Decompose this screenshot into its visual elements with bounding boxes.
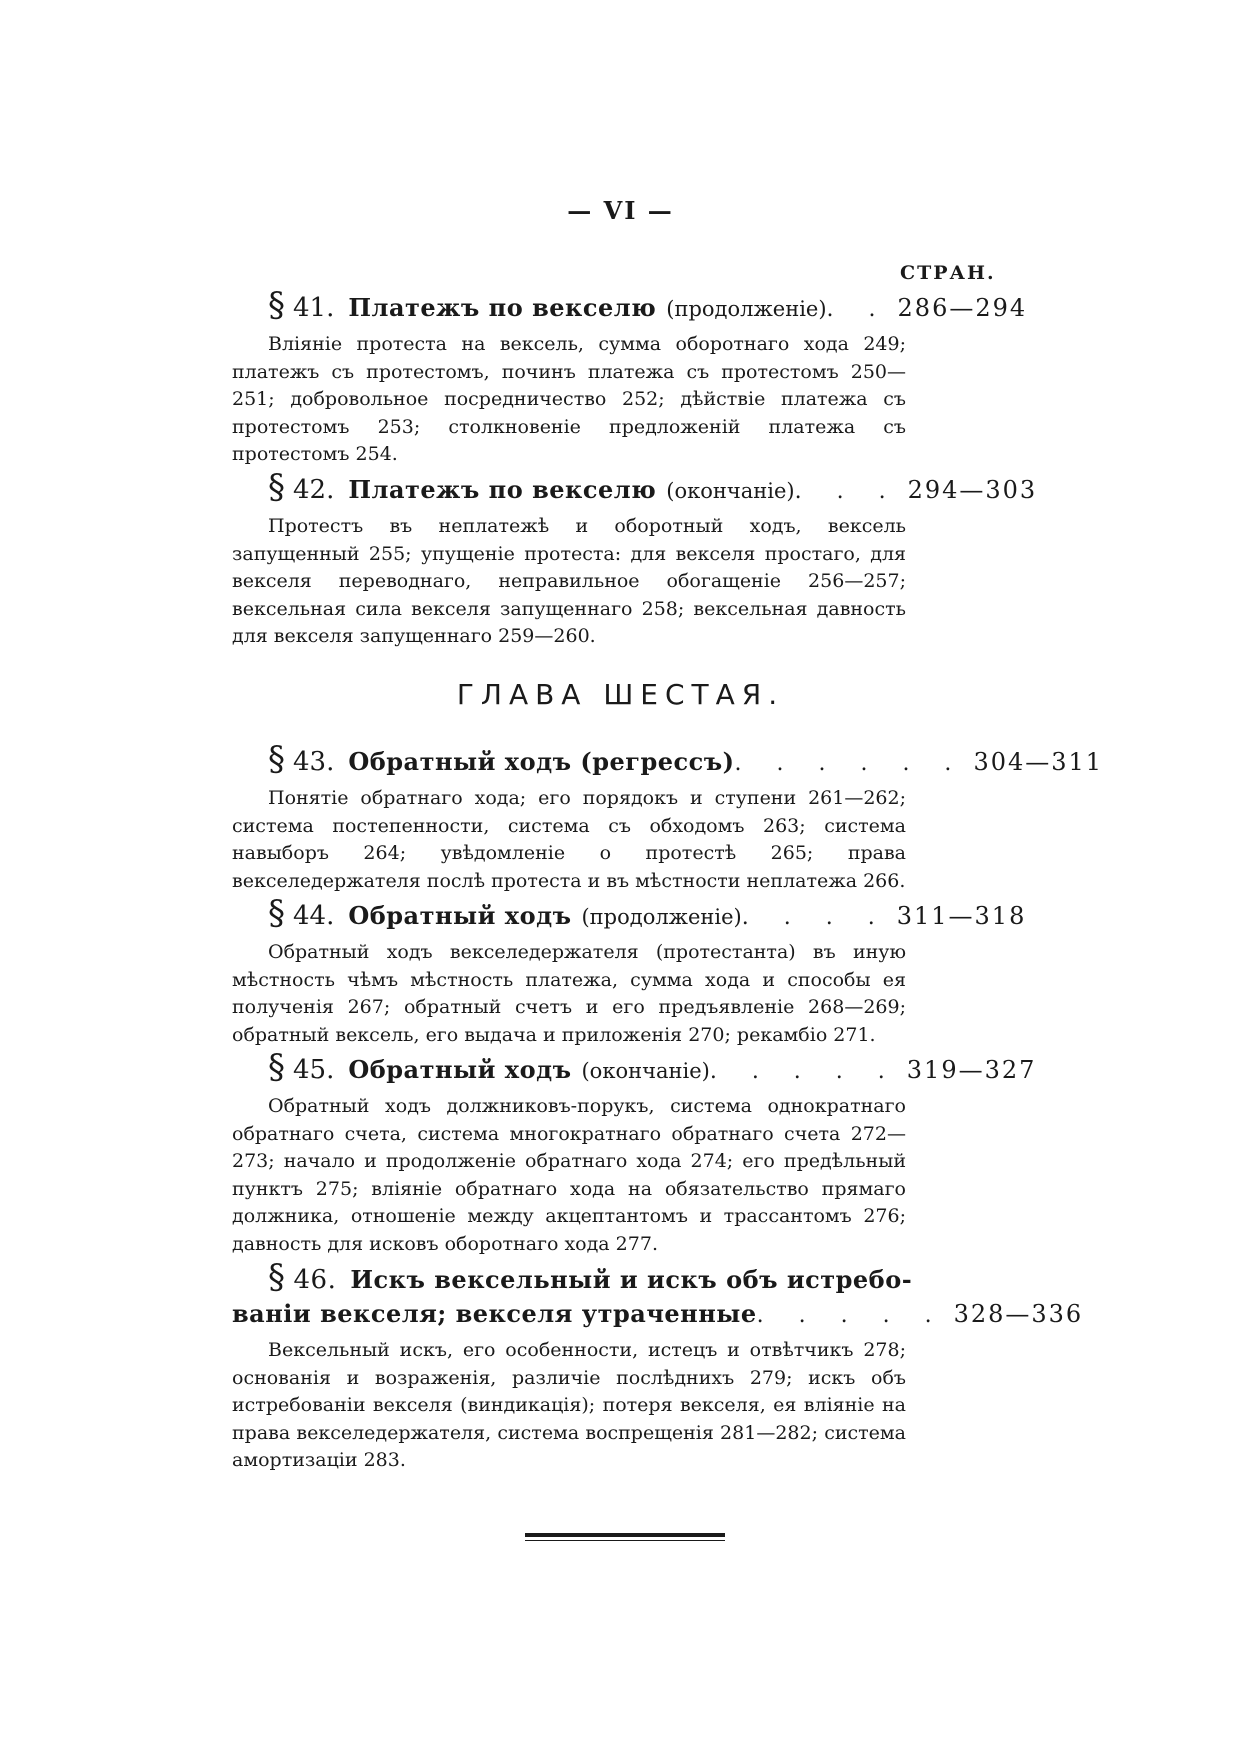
entry-description (232, 1093, 906, 1258)
leader-dots: . . . . . (709, 1059, 899, 1084)
section-number: 46. (293, 1265, 337, 1295)
pages-column-label: СТРАН. (900, 262, 996, 284)
page-range: 311—318 (896, 902, 1027, 930)
entry-heading-line1 (232, 1257, 1018, 1297)
section-sign: § (268, 467, 285, 507)
section-number: 45. (293, 1055, 335, 1085)
section-number: 41. (293, 293, 335, 323)
section-number: 43. (293, 747, 335, 777)
section-subtitle: (продолженіе) (581, 905, 742, 929)
entry-description-text: Обратный ходъ векселедержателя (протестанта) въ иную мѣстность чѣмъ мѣстность платежа, сумма хода и способы ея полученія 267; обратный счетъ и его предъявленіе 268—269; обратный вексель, его выдача и приложенія 270; рекамбіо 271. (232, 941, 906, 1046)
toc-entry-45 (232, 1047, 1037, 1258)
toc-entry-41 (232, 285, 1028, 469)
toc-entry-44 (232, 893, 1027, 1049)
section-title: Платежъ по векселю (348, 475, 657, 504)
section-title-line1: Искъ вексельный и искъ объ истребо- (350, 1265, 913, 1294)
entry-description (232, 939, 906, 1049)
closing-rule-thin (525, 1540, 725, 1541)
entry-description (232, 785, 906, 895)
section-number: 44. (293, 901, 335, 931)
entry-heading (232, 739, 1104, 781)
section-number: 42. (293, 475, 335, 505)
entry-description-text: Вліяніе протеста на вексель, сумма оборотнаго хода 249; платежъ съ протестомъ, починъ платежа съ протестомъ 250—251; добровольное посредничество 252; дѣйствіе платежа съ протестомъ 253; столкновеніе предложеній платежа съ протестомъ 254. (232, 333, 906, 465)
section-sign: § (268, 893, 285, 933)
toc-entry-42 (232, 467, 1038, 651)
section-title-line2: ваніи векселя; векселя утраченные (232, 1299, 757, 1328)
leader-dots: . . . . . (756, 1303, 946, 1328)
entry-description-text: Обратный ходъ должниковъ-порукъ, система однократнаго обратнаго счета, система многократнаго обратнаго счета 272—273; начало и продолженіе обратнаго хода 274; его предѣльный пунктъ 275; вліяніе обратнаго хода на обязательство прямаго должника, отношеніе между акцептантомъ и трассантомъ 276; давность для исковъ оборотнаго хода 277. (232, 1095, 906, 1255)
section-sign: § (268, 739, 285, 779)
entry-description (232, 1337, 906, 1475)
entry-description (232, 513, 906, 651)
toc-entry-46 (232, 1257, 1084, 1475)
section-title: Обратный ходъ (348, 901, 572, 930)
section-subtitle: (окончаніе) (581, 1059, 710, 1083)
section-sign: § (268, 1257, 286, 1297)
page-range: 294—303 (907, 476, 1038, 504)
section-subtitle: (окончаніе) (666, 479, 795, 503)
section-sign: § (268, 1047, 285, 1087)
leader-dots: . . . (794, 479, 900, 504)
toc-entry-43 (232, 739, 1104, 895)
entry-description-text: Понятіе обратнаго хода; его порядокъ и ступени 261—262; система постепенности, система съ обходомъ 263; система навыборъ 264; увѣдомленіе о протестѣ 265; права векселедержателя послѣ протеста и въ мѣстности неплатежа 266. (232, 787, 906, 892)
page-range: 286—294 (897, 294, 1028, 322)
entry-heading (232, 1047, 1037, 1089)
entry-description (232, 331, 906, 469)
section-subtitle: (продолженіе) (666, 297, 827, 321)
leader-dots: . . . . (741, 905, 889, 930)
entry-heading-line2 (232, 1297, 1084, 1333)
chapter-title: ГЛАВА ШЕСТАЯ. (456, 678, 785, 711)
entry-heading (232, 285, 1028, 327)
section-sign: § (268, 285, 285, 325)
section-title: Обратный ходъ (348, 1055, 572, 1084)
closing-rule (525, 1533, 725, 1537)
entry-heading (232, 893, 1027, 935)
leader-dots: . . . . . . (734, 751, 966, 776)
page-range: 328—336 (953, 1300, 1084, 1328)
page-range: 304—311 (973, 748, 1104, 776)
section-title: Платежъ по векселю (348, 293, 657, 322)
section-title: Обратный ходъ (регрессъ) (348, 747, 735, 776)
page-number: — VI — (567, 196, 674, 225)
page-range: 319—327 (906, 1056, 1037, 1084)
entry-description-text: Протестъ въ неплатежѣ и оборотный ходъ, вексель запущенный 255; упущеніе протеста: для векселя простаго, для векселя переводнаго, неправильное обогащеніе 256—257; вексельная сила векселя запущеннаго 258; вексельная давность для векселя запущеннаго 259—260. (232, 515, 906, 647)
entry-heading (232, 467, 1038, 509)
entry-description-text: Вексельный искъ, его особенности, истецъ и отвѣтчикъ 278; основанія и возраженія, различіе послѣднихъ 279; искъ объ истребованіи векселя (виндикація); потеря векселя, ея вліяніе на права векселедержателя, система воспрещенія 281—282; система амортизаціи 283. (232, 1339, 906, 1471)
leader-dots: . . (826, 297, 890, 322)
